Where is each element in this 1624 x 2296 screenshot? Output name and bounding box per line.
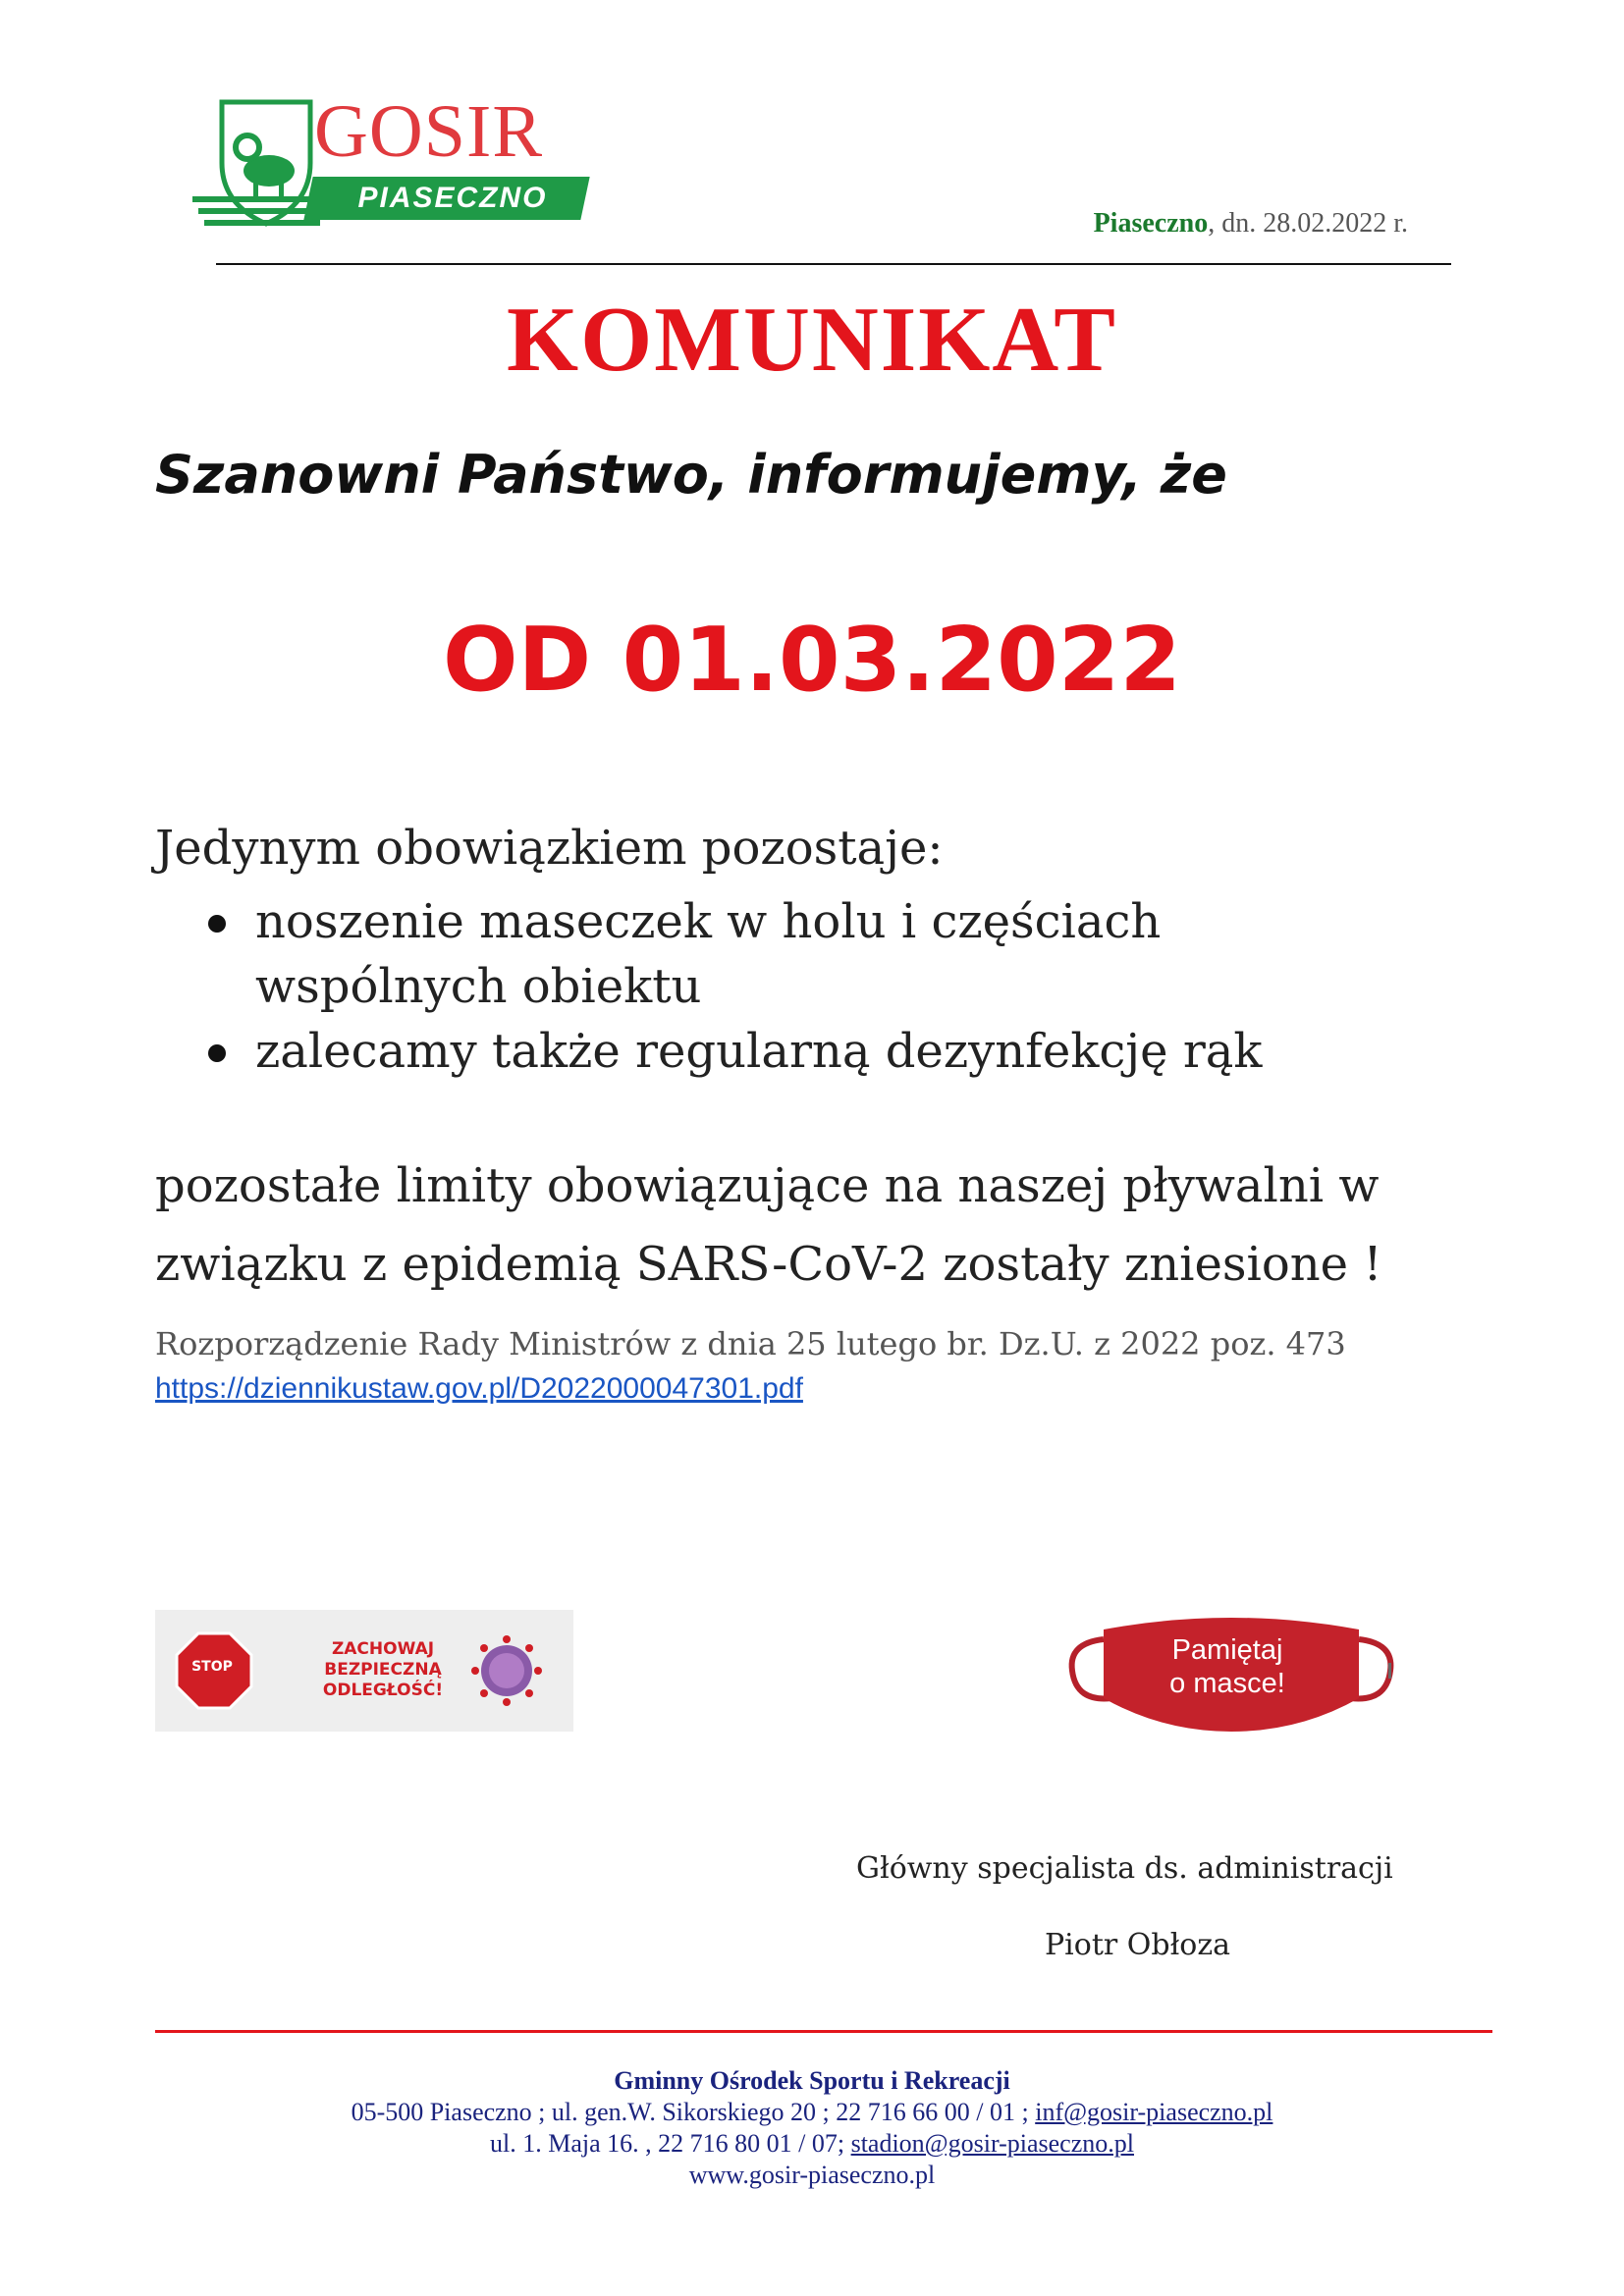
mask-reminder-line: o masce! (1169, 1668, 1285, 1699)
document-title: KOMUNIKAT (506, 289, 1118, 391)
face-mask-reminder (1064, 1608, 1398, 1735)
mask-reminder-text (1129, 1633, 1326, 1700)
footer-organization: Gminny Ośrodek Sportu i Rekreacji (614, 2066, 1010, 2095)
footer-address-text: 05-500 Piaseczno ; ul. gen.W. Sikorskiego 20 ; 22 716 66 00 / 01 ; (351, 2098, 1036, 2126)
stop-label: STOP (191, 1659, 233, 1675)
header-divider (216, 263, 1451, 265)
date-city: Piaseczno (1093, 208, 1209, 239)
signature-role: Główny specjalista ds. administracji (856, 1851, 1393, 1886)
keep-distance-line: ZACHOWAJ (331, 1639, 435, 1659)
obligation-list (206, 889, 1424, 1084)
signature-name: Piotr Obłoza (1045, 1928, 1231, 1962)
effective-date: OD 01.03.2022 (443, 609, 1181, 712)
footer-stadium-email-link[interactable]: stadion@gosir-piaseczno.pl (850, 2129, 1134, 2158)
logo-title: GOSIR (314, 90, 544, 173)
list-item: noszenie maseczek w holu i częściach wspólnych obiektu (206, 889, 1424, 1019)
ram-emblem-icon (192, 94, 320, 232)
footer-website[interactable]: www.gosir-piaseczno.pl (688, 2161, 936, 2189)
logo-subtitle: PIASECZNO (357, 182, 548, 214)
keep-distance-banner (155, 1610, 573, 1732)
keep-distance-line: ODLEGŁOŚĆ! (322, 1681, 444, 1700)
gosir-logo (192, 90, 595, 232)
regulation-link[interactable]: https://dziennikustaw.gov.pl/D2022000047301.pdf (155, 1372, 803, 1405)
footer-email-link[interactable]: inf@gosir-piaseczno.pl (1035, 2098, 1273, 2126)
regulation-reference: Rozporządzenie Rady Ministrów z dnia 25 lutego br. Dz.U. z 2022 poz. 473 (155, 1325, 1346, 1362)
date-line (1094, 208, 1408, 240)
date-value: , dn. 28.02.2022 r. (1208, 208, 1408, 239)
footer (0, 2065, 1624, 2191)
footer-address-main (0, 2097, 1624, 2128)
footer-address-stadium (0, 2128, 1624, 2160)
obligation-intro: Jedynym obowiązkiem pozostaje: (155, 821, 944, 876)
footer-address-text: ul. 1. Maja 16. , 22 716 80 01 / 07; (489, 2129, 851, 2158)
limits-notice: pozostałe limity obowiązujące na naszej pływalni w związku z epidemią SARS-CoV-2 zostały zniesione ! (155, 1158, 1382, 1292)
mask-reminder-line: Pamiętaj (1171, 1634, 1283, 1666)
virus-icon (471, 1635, 542, 1706)
keep-distance-line: BEZPIECZNĄ (324, 1660, 442, 1680)
keep-distance-text (295, 1639, 471, 1701)
list-item: zalecamy także regularną dezynfekcję rąk (206, 1019, 1424, 1084)
greeting: Szanowni Państwo, informujemy, że (155, 444, 1227, 506)
footer-divider (155, 2030, 1492, 2033)
